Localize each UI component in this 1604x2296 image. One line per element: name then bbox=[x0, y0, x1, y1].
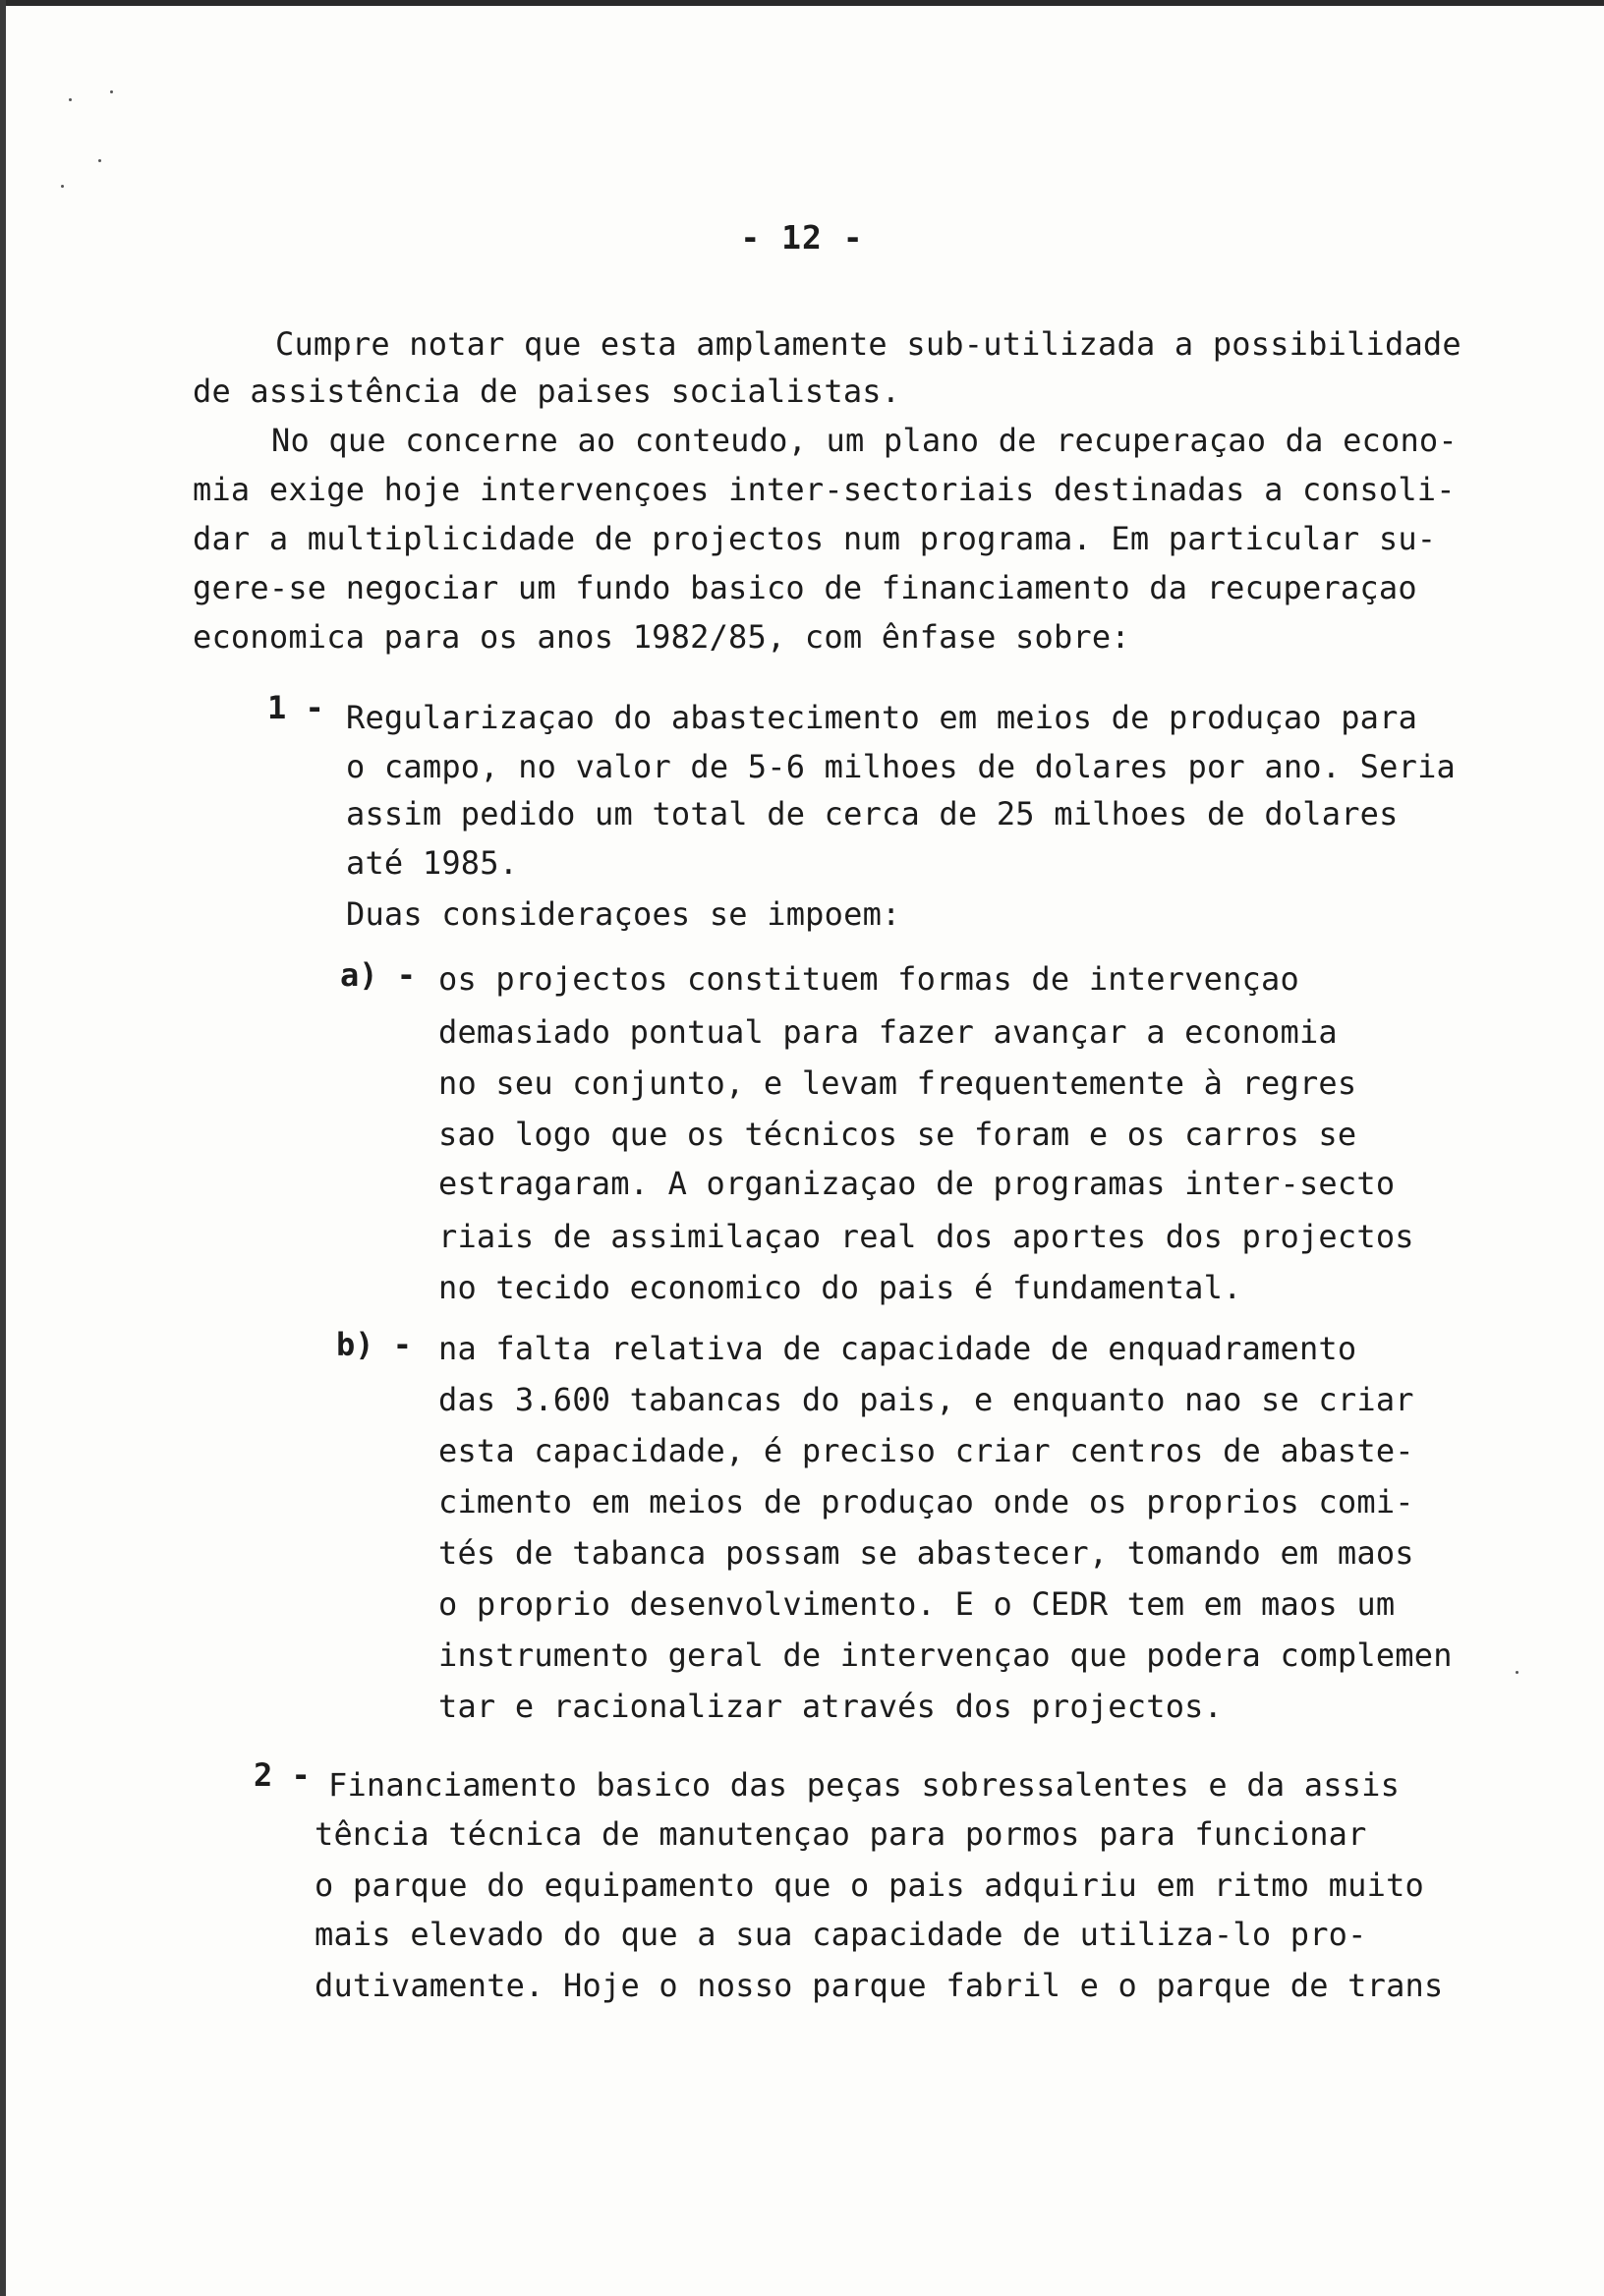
intro-line-2: de assistência de paises socialistas. bbox=[193, 373, 901, 410]
item-2-number: 2 - bbox=[254, 1756, 311, 1794]
item-2-line-1: Financiamento basico das peças sobressalentes e da assis bbox=[328, 1766, 1401, 1804]
item-1-number: 1 - bbox=[267, 689, 324, 726]
scan-speck bbox=[69, 98, 72, 101]
content-line-1: No que concerne ao conteudo, um plano de recuperaçao da econo- bbox=[271, 422, 1458, 459]
item-1-line-2: o campo, no valor de 5-6 milhoes de dolares por ano. Seria bbox=[346, 748, 1457, 785]
item-2-line-5: dutivamente. Hoje o nosso parque fabril e o parque de trans bbox=[315, 1967, 1444, 2004]
sub-item-a-line-1: os projectos constituem formas de intervençao bbox=[438, 960, 1299, 998]
item-2-line-2: tência técnica de manutençao para pormos para funcionar bbox=[315, 1815, 1367, 1853]
sub-item-b-line-6: o proprio desenvolvimento. E o CEDR tem em maos um bbox=[438, 1585, 1396, 1623]
page-number: - 12 - bbox=[740, 218, 864, 257]
item-2-line-3: o parque do equipamento que o pais adquiriu em ritmo muito bbox=[315, 1866, 1425, 1904]
item-1-line-3: assim pedido um total de cerca de 25 milhoes de dolares bbox=[346, 795, 1399, 832]
content-line-3: dar a multiplicidade de projectos num programa. Em particular su- bbox=[193, 520, 1437, 557]
scan-speck bbox=[110, 90, 113, 93]
sub-item-b-line-5: tés de tabanca possam se abastecer, tomando em maos bbox=[438, 1534, 1414, 1572]
sub-item-b-line-1: na falta relativa de capacidade de enquadramento bbox=[438, 1330, 1357, 1367]
scan-border-top bbox=[0, 0, 1604, 6]
scan-speck bbox=[61, 185, 64, 188]
sub-item-b-line-2: das 3.600 tabancas do pais, e enquanto nao se criar bbox=[438, 1381, 1414, 1418]
sub-item-a-line-5: estragaram. A organizaçao de programas inter-secto bbox=[438, 1165, 1396, 1202]
content-line-5: economica para os anos 1982/85, com ênfase sobre: bbox=[193, 618, 1130, 656]
sub-item-a-line-4: sao logo que os técnicos se foram e os carros se bbox=[438, 1116, 1357, 1153]
sub-item-a-line-7: no tecido economico do pais é fundamental. bbox=[438, 1269, 1242, 1306]
sub-item-a-label: a) - bbox=[340, 956, 417, 994]
sub-item-a-line-6: riais de assimilaçao real dos aportes dos projectos bbox=[438, 1218, 1414, 1255]
sub-item-a-line-2: demasiado pontual para fazer avançar a economia bbox=[438, 1013, 1338, 1051]
scan-speck bbox=[1516, 1671, 1518, 1674]
item-1-line-4: até 1985. bbox=[346, 844, 519, 882]
item-2-line-4: mais elevado do que a sua capacidade de utiliza-lo pro- bbox=[315, 1916, 1367, 1953]
scan-speck bbox=[98, 159, 101, 162]
sub-item-b-label: b) - bbox=[336, 1326, 413, 1363]
intro-line-1: Cumpre notar que esta amplamente sub-utilizada a possibilidade bbox=[275, 325, 1461, 363]
sub-item-a-line-3: no seu conjunto, e levam frequentemente à regres bbox=[438, 1064, 1357, 1102]
item-1-line-1: Regularizaçao do abastecimento em meios de produçao para bbox=[346, 699, 1418, 736]
sub-item-b-line-3: esta capacidade, é preciso criar centros de abaste- bbox=[438, 1432, 1414, 1469]
content-line-4: gere-se negociar um fundo basico de financiamento da recuperaçao bbox=[193, 569, 1417, 606]
scan-border-left bbox=[0, 0, 6, 2296]
content-line-2: mia exige hoje intervençoes inter-sectoriais destinadas a consoli- bbox=[193, 471, 1456, 508]
considerations-intro: Duas consideraçoes se impoem: bbox=[346, 895, 901, 933]
sub-item-b-line-7: instrumento geral de intervençao que podera complemen bbox=[438, 1636, 1453, 1674]
sub-item-b-line-4: cimento em meios de produçao onde os proprios comi- bbox=[438, 1483, 1414, 1521]
sub-item-b-line-8: tar e racionalizar através dos projectos. bbox=[438, 1688, 1224, 1725]
